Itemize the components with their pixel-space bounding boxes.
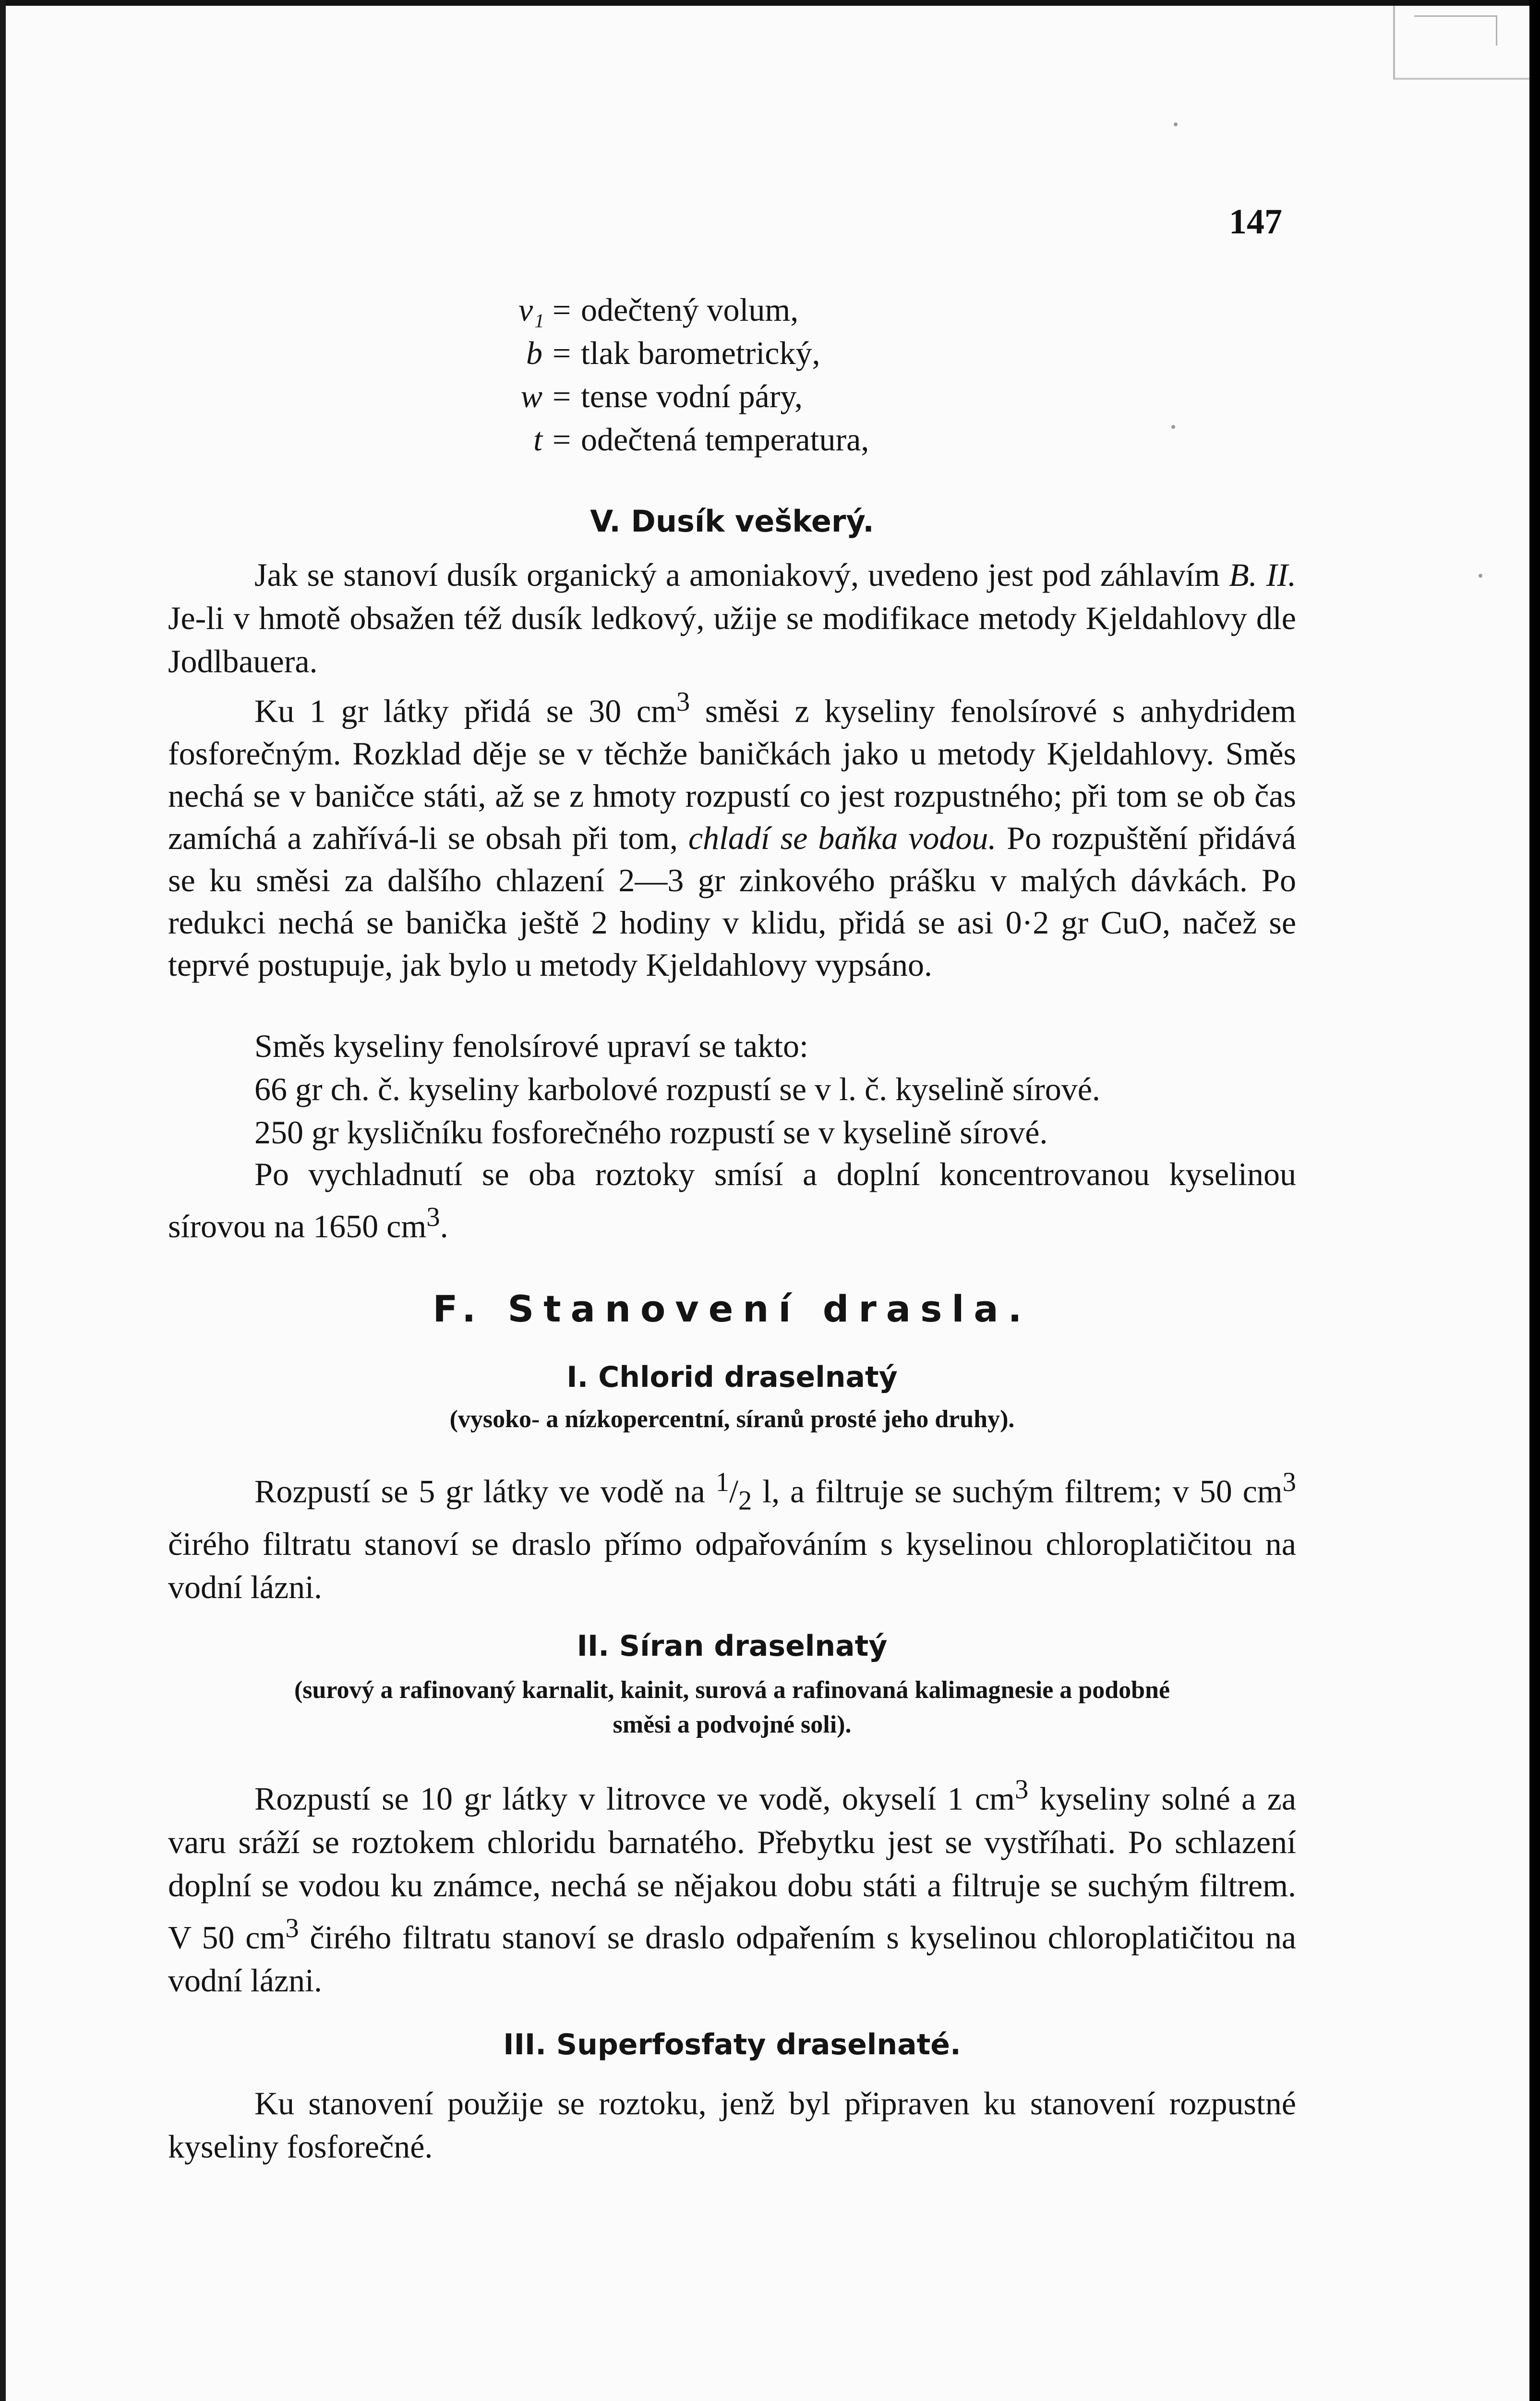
paragraph-reagent-final: Po vychladnutí se oba roztoky smísí a doplní koncentrovanou kyselinou sírovou na 1650 $cm^3$. xyxy=(168,1156,1296,1245)
variable-definitions xyxy=(518,288,869,461)
variable-description: odečtená temperatura, xyxy=(581,421,869,458)
variable-symbol: t xyxy=(533,421,542,458)
variable-symbol: b xyxy=(526,335,542,371)
subsection-heading-siran: II. Síran draselnatý xyxy=(577,1629,888,1663)
subsection-heading-superfosfaty: III. Superfosfaty draselnaté. xyxy=(503,2028,961,2061)
paragraph-reagent-intro: Směs kyseliny fenolsírové upraví se takto: xyxy=(254,1028,808,1064)
subsection-note-chlorid: (vysoko- a nízkopercentní, síranů prosté jeho druhy). xyxy=(449,1406,1015,1433)
cross-reference: B. II. xyxy=(1229,557,1297,593)
variable-line: v₁ = odečtený volum, xyxy=(518,288,869,331)
paragraph-siran: Rozpustí se 10 gr látky v litrovce ve vodě, okyselí 1 $cm^3$ kyseliny solné a za varu sráží se roztokem chloridu barnatého. Přebytku jest se vystříhati. Po schlazení doplní se vodou ku známce, nechá se nějakou dobu státi a filtruje se suchým filtrem. V 50 $cm^3$ čirého filtratu stanoví se draslo odpařením s kyselinou chloroplatičitou na vodní lázni. xyxy=(168,1775,1297,1999)
speck xyxy=(1171,425,1175,429)
section-heading-draslo: F. Stanovení drasla. xyxy=(433,1287,1032,1330)
speck xyxy=(1479,574,1482,578)
scan-corner-mark xyxy=(1393,6,1529,80)
subsection-heading-chlorid: I. Chlorid draselnatý xyxy=(566,1360,898,1394)
variable-description: tense vodní páry, xyxy=(581,378,803,414)
section-heading-dusik: V. Dusík veškerý. xyxy=(590,504,874,539)
paragraph-reagent-step: 250 gr kysličníku fosforečného rozpustí se v kyselině sírové. xyxy=(254,1114,1048,1151)
scan-border-right xyxy=(1529,0,1540,2401)
variable-line: b = tlak barometrický, xyxy=(518,331,869,375)
variable-description: tlak barometrický, xyxy=(581,335,820,371)
speck xyxy=(1174,122,1178,126)
paragraph-chlorid: Rozpustí se 5 gr látky ve vodě na $^1/_2$ l, a filtruje se suchým filtrem; v 50 $cm^3$ čirého filtratu stanoví se draslo přímo odpařováním s kyselinou chloroplatičitou na vodní lázni. xyxy=(168,1467,1296,1606)
paragraph-dusik-intro: Jak se stanoví dusík organický a amoniakový, uvedeno jest pod záhlavím B. II. Je-li v hmotě obsažen též dusík ledkový, užije se modifikace metody Kjeldahlovy dle Jodlbauera. xyxy=(168,557,1297,679)
page-number: 147 xyxy=(1229,202,1282,242)
subsection-note-siran: (surový a rafinovaný karnalit, kainit, surová a rafinovaná kalimagnesie a podobné směsi a podvojné soli). xyxy=(294,1676,1170,1738)
variable-line: t = odečtená temperatura, xyxy=(518,418,869,461)
paragraph-superfosfaty: Ku stanovení použije se roztoku, jenž byl připraven ku stanovení rozpustné kyseliny fosforečné. xyxy=(168,2085,1296,2165)
variable-description: odečtený volum, xyxy=(581,291,799,328)
emphasis-text: chladí se baňka vodou. xyxy=(688,819,997,856)
variable-symbol: w xyxy=(520,378,542,414)
scan-border-left xyxy=(0,0,6,2401)
variable-line: w = tense vodní páry, xyxy=(518,375,869,418)
variable-symbol: v₁ xyxy=(518,291,544,328)
paragraph-dusik-procedure: Ku 1 gr látky přidá se 30 $cm^3$ směsi z kyseliny fenolsírové s anhydridem fosforečným. Rozklad děje se v těchže baničkách jako u metody Kjeldahlovy. Směs nechá se v baničce státi, až se z hmoty rozpustí co jest rozpustného; při tom se ob čas zamíchá a zahřívá-li se obsah při tom, chladí se baňka vodou. Po rozpuštění přidává se ku směsi za dalšího chlazení 2—3 gr zinkového prášku v malých dávkách. Po redukci nechá se banička ještě 2 hodiny v klidu, přidá se asi 0·2 gr CuO, načež se teprvé postupuje, jak bylo u metody Kjeldahlovy vypsáno. xyxy=(168,687,1296,983)
scan-border-top xyxy=(0,0,1540,6)
paragraph-reagent-step: 66 gr ch. č. kyseliny karbolové rozpustí se v l. č. kyselině sírové. xyxy=(254,1071,1100,1107)
